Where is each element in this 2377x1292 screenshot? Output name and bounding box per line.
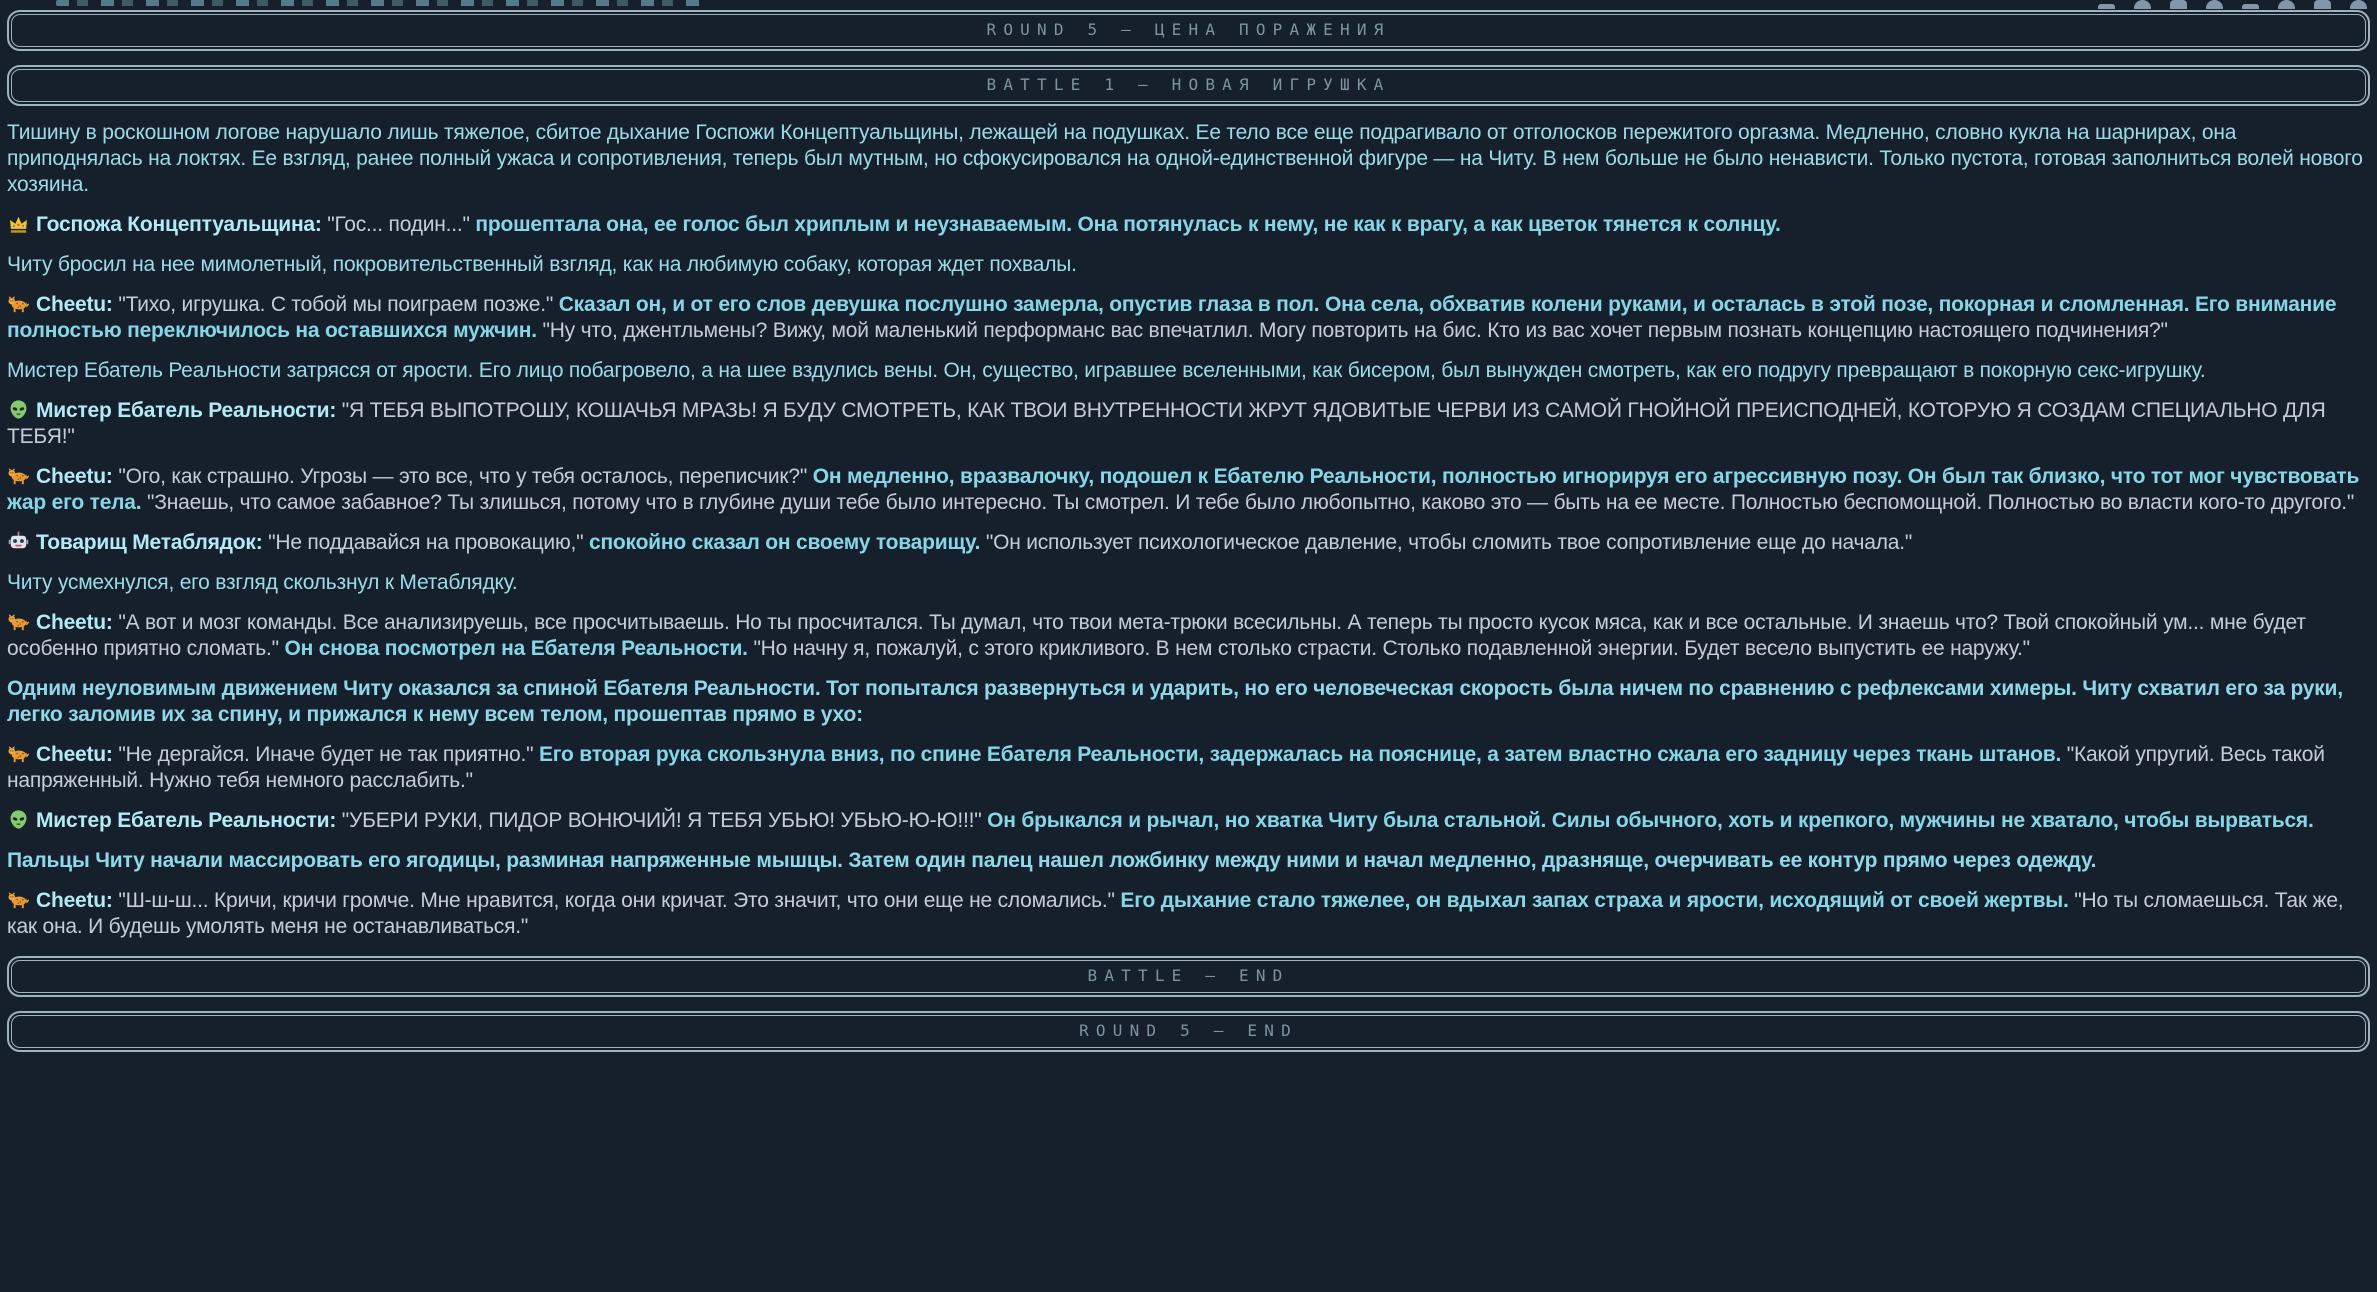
section-banner-inner xyxy=(11,14,2366,47)
action-text: Его дыхание стало тяжелее, он вдыхал запах страха и ярости, исходящий от своей жертвы. xyxy=(1120,889,2069,912)
section-banner xyxy=(7,1011,2370,1052)
speech-paragraph xyxy=(7,398,2370,450)
speech-body xyxy=(7,399,2326,448)
speech-body xyxy=(7,889,2343,938)
speech-paragraph xyxy=(7,808,2370,834)
action-text: прошептала она, ее голос был хриплым и неузнаваемым. Она потянулась к нему, не как к врагу, а как цветок тянется к солнцу. xyxy=(475,213,1781,236)
narration-text: Мистер Ебатель Реальности затрясся от ярости. Его лицо побагровело, а на шее вздулись вены. Он, существо, игравшее вселенными, как бисером, был вынужден смотреть, как его подругу превращают в покорную секс-игрушку. xyxy=(7,359,2206,382)
robot-emoji-icon xyxy=(7,530,30,553)
action-text: Сказал он, и от его слов девушка послушно замерла, опустив глаза в пол. Она села, обхватив колени руками, и осталась в этой позе, покорная и сломленная. Его внимание полностью переключилось на оставшихся мужчин. xyxy=(7,293,2337,342)
speech-paragraph xyxy=(7,464,2370,516)
speech-body xyxy=(268,531,1912,554)
action-text: Он брыкался и рычал, но хватка Читу была стальной. Силы обычного, хоть и крепкого, мужчины не хватало, чтобы вырваться. xyxy=(987,809,2314,832)
action-icon[interactable] xyxy=(2206,0,2223,9)
section-banner-inner xyxy=(11,69,2366,102)
action-icon[interactable] xyxy=(2314,0,2331,9)
speaker-name: Госпожа Концептуальщина: xyxy=(36,213,328,236)
narration-text: Читу усмехнулся, его взгляд скользнул к Метаблядку. xyxy=(7,571,518,594)
speaker-name: Товарищ Метаблядок: xyxy=(36,531,269,554)
quote-text: "Я ТЕБЯ ВЫПОТРОШУ, КОШАЧЬЯ МРАЗЬ! Я БУДУ СМОТРЕТЬ, КАК ТВОИ ВНУТРЕННОСТИ ЖРУТ ЯДОВИТЫЕ ЧЕРВИ ИЗ САМОЙ ГНОЙНОЙ ПРЕИСПОДНЕЙ, КОТОРУЮ Я СОЗДАМ СПЕЦИАЛЬНО ДЛЯ ТЕБЯ!" xyxy=(7,399,2326,448)
action-text: спокойно сказал он своему товарищу. xyxy=(588,531,981,554)
speech-body xyxy=(7,611,2306,660)
quote-text: "Какой упругий. Весь такой напряженный. Нужно тебя немного расслабить." xyxy=(7,743,2325,792)
speech-paragraph xyxy=(7,530,2370,556)
speech-paragraph xyxy=(7,292,2370,344)
speaker-name: Cheetu: xyxy=(36,743,119,766)
quote-text: "Но ты сломаешься. Так же, как она. И будешь умолять меня не останавливаться." xyxy=(7,889,2344,938)
section-banner xyxy=(7,10,2370,51)
quote-text: "Не дергайся. Иначе будет не так приятно." xyxy=(118,743,534,766)
action-icon[interactable] xyxy=(2350,0,2367,9)
action-icon[interactable] xyxy=(2170,0,2187,9)
narration-paragraph xyxy=(7,676,2370,728)
quote-text: "Тихо, игрушка. С тобой мы поиграем позже." xyxy=(118,293,554,316)
speech-body xyxy=(342,809,2314,832)
quote-text: "Гос... подин..." xyxy=(327,213,470,236)
narration-paragraph xyxy=(7,570,2370,596)
quote-text: "Не поддавайся на провокацию," xyxy=(268,531,584,554)
narration-paragraph xyxy=(7,358,2370,384)
narration-text: Одним неуловимым движением Читу оказался за спиной Ебателя Реальности. Тот попытался развернуться и ударить, но его человеческая скорость была ничем по сравнению с рефлексами химеры. Читу схватил его за руки, легко заломив их за спину, и прижался к нему всем телом, прошептав прямо в ухо: xyxy=(7,677,2343,726)
narration-text: Пальцы Читу начали массировать его ягодицы, разминая напряженные мышцы. Затем один палец нашел ложбинку между ними и начал медленно, дразняще, очерчивать ее контур прямо через одежду. xyxy=(7,849,2097,872)
speaker-name: Cheetu: xyxy=(36,465,119,488)
action-text: Его вторая рука скользнула вниз, по спине Ебателя Реальности, задержалась на пояснице, а затем властно сжала его задницу через ткань штанов. xyxy=(538,743,2062,766)
speech-body xyxy=(7,293,2336,342)
section-banner-inner xyxy=(11,960,2366,993)
speech-paragraph xyxy=(7,742,2370,794)
narration-text: Тишину в роскошном логове нарушало лишь тяжелое, сбитое дыхание Госпожи Концептуальщины, лежащей на подушках. Ее тело все еще подрагивало от отголосков пережитого оргазма. Медленно, словно кукла на шарнирах, она приподнялась на локтях. Ее взгляд, ранее полный ужаса и сопротивления, теперь был мутным, но сфокусировался на одной-единственной фигуре — на Читу. В нем больше не было ненависти. Только пустота, готовая заполниться волей нового хозяина. xyxy=(7,121,2363,196)
quote-text: "Он использует психологическое давление, чтобы сломить твое сопротивление еще до начала." xyxy=(985,531,1913,554)
leopard-emoji-icon xyxy=(7,888,30,911)
speaker-name: Cheetu: xyxy=(36,293,119,316)
speech-body xyxy=(7,743,2325,792)
quote-text: "Ого, как страшно. Угрозы — это все, что у тебя осталось, переписчик?" xyxy=(118,465,808,488)
quote-text: "УБЕРИ РУКИ, ПИДОР ВОНЮЧИЙ! Я ТЕБЯ УБЬЮ! УБЬЮ-Ю-Ю!!!" xyxy=(341,809,982,832)
speech-paragraph xyxy=(7,212,2370,238)
banner-label: BATTLE 1 — НОВАЯ ИГРУШКА xyxy=(986,75,1391,94)
action-icon[interactable] xyxy=(2098,4,2115,9)
narration-paragraph xyxy=(7,848,2370,874)
banner-label: ROUND 5 — END xyxy=(1079,1021,1298,1040)
action-icon[interactable] xyxy=(2134,0,2151,9)
speech-body xyxy=(327,213,1780,236)
section-banner xyxy=(7,65,2370,106)
banner-label: BATTLE — END xyxy=(1087,966,1290,985)
cut-off-text-fragment xyxy=(56,0,706,6)
speech-paragraph xyxy=(7,888,2370,940)
quote-text: "А вот и мозг команды. Все анализируешь, все просчитываешь. Но ты просчитался. Ты думал, что твои мета-трюки всесильны. А теперь ты просто кусок мяса, как и все остальные. И знаешь что? Твой спокойный ум... мне будет особенно приятно сломать." xyxy=(7,611,2306,660)
narration-text: Читу бросил на нее мимолетный, покровительственный взгляд, как на любимую собаку, которая ждет похвалы. xyxy=(7,253,1077,276)
narration-paragraph xyxy=(7,252,2370,278)
action-text: Он медленно, вразвалочку, подошел к Ебателю Реальности, полностью игнорируя его агрессивную позу. Он был так близко, что тот мог чувствовать жар его тела. xyxy=(7,465,2360,514)
speaker-name: Cheetu: xyxy=(36,611,119,634)
leopard-emoji-icon xyxy=(7,464,30,487)
quote-text: "Ш-ш-ш... Кричи, кричи громче. Мне нравится, когда они кричат. Это значит, что они еще не сломались." xyxy=(118,889,1115,912)
speech-body xyxy=(7,465,2359,514)
banner-label: ROUND 5 — ЦЕНА ПОРАЖЕНИЯ xyxy=(986,20,1391,39)
leopard-emoji-icon xyxy=(7,292,30,315)
action-icon[interactable] xyxy=(2242,4,2259,9)
speaker-name: Cheetu: xyxy=(36,889,119,912)
story-content xyxy=(7,10,2370,1052)
leopard-emoji-icon xyxy=(7,610,30,633)
alien-emoji-icon xyxy=(7,808,30,831)
speaker-name: Мистер Ебатель Реальности: xyxy=(36,399,342,422)
leopard-emoji-icon xyxy=(7,742,30,765)
section-banner-inner xyxy=(11,1015,2366,1048)
section-banner xyxy=(7,956,2370,997)
alien-emoji-icon xyxy=(7,398,30,421)
quote-text: "Ну что, джентльмены? Вижу, мой маленький перформанс вас впечатлил. Могу повторить на бис. Кто из вас хочет первым познать концепцию настоящего подчинения?" xyxy=(542,319,2168,342)
quote-text: "Но начну я, пожалуй, с этого крикливого. В нем столько страсти. Столько подавленной энергии. Будет весело выпустить ее наружу." xyxy=(753,637,2030,660)
crown-emoji-icon xyxy=(7,212,30,235)
action-text: Он снова посмотрел на Ебателя Реальности. xyxy=(284,637,748,660)
message-actions-row xyxy=(2098,0,2367,9)
speaker-name: Мистер Ебатель Реальности: xyxy=(36,809,342,832)
speech-paragraph xyxy=(7,610,2370,662)
action-icon[interactable] xyxy=(2278,0,2295,9)
narration-paragraph xyxy=(7,120,2370,198)
quote-text: "Знаешь, что самое забавное? Ты злишься, потому что в глубине души тебе было интересно. Ты смотрел. И тебе было любопытно, каково это — быть на ее месте. Полностью беспомощной. Полностью во власти кого-то другого." xyxy=(147,491,2355,514)
